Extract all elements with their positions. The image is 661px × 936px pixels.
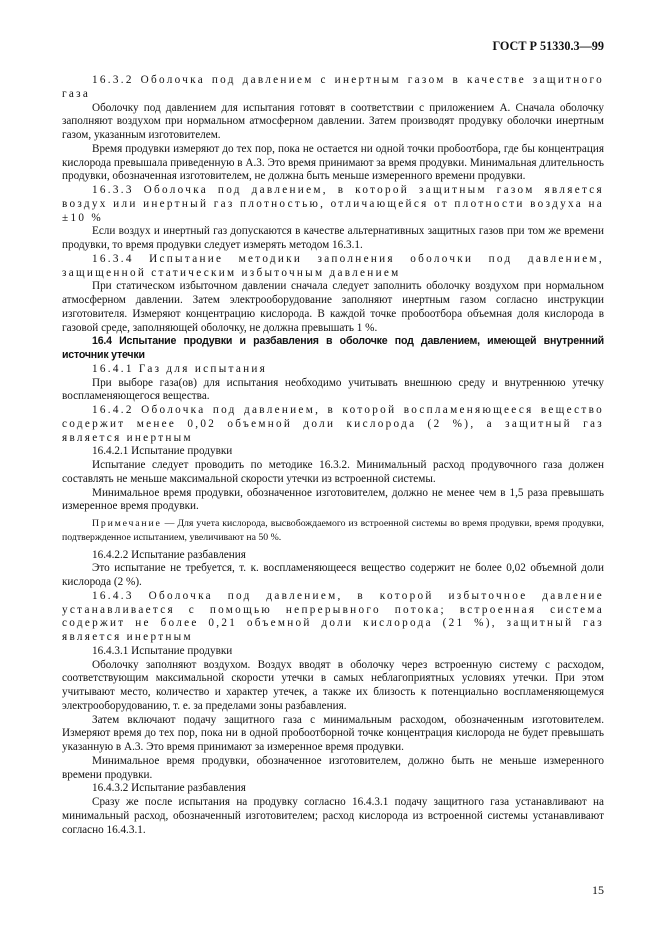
section-heading-16-4-1: 16.4.1 Газ для испытания — [92, 362, 268, 375]
paragraph: Это испытание не требуется, т. к. воспламеняющееся вещество содержит не более 0,02 объемной доли кислорода (2 %). — [62, 562, 604, 588]
section-heading-16-4-2: 16.4.2 Оболочка под давлением, в которой воспламеняющееся вещество содержит менее 0,02 объемной доли кислорода (2 %), а защитный газ является инертным — [62, 404, 604, 444]
paragraph: Сразу же после испытания на продувку согласно 16.4.3.1 подачу защитного газа устанавливают на минимальный расход, обозначенный изготовителем; расход кислорода из встроенной системы устанавливают согласно 16.4.3.1. — [62, 796, 604, 836]
note-label: Примечание — [92, 518, 162, 529]
section-heading-16-3-4: 16.3.4 Испытание методики заполнения оболочки под давлением, защищенной статическим избыточным давлением — [62, 252, 604, 279]
paragraph: Оболочку под давлением для испытания готовят в соответствии с приложением А. Сначала оболочку заполняют воздухом при нормальном атмосферном давлении. Затем производят продувку оболочки инертным газом, указанным изготовителем. — [62, 101, 604, 141]
note — [62, 517, 604, 545]
section-heading-16-4-3: 16.4.3 Оболочка под давлением, в которой избыточное давление устанавливается с помощью непрерывного потока; встроенная система содержит не более 0,21 объемной доли кислорода (21 %), защитный газ является инертным — [62, 589, 604, 643]
paragraph: При выборе газа(ов) для испытания необходимо учитывать внешнюю среду и внутреннюю утечку воспламеняющегося вещества. — [62, 376, 604, 403]
paragraph: Если воздух и инертный газ допускаются в качестве альтернативных защитных газов при том же времени продувки, то время продувки следует измерять методом 16.3.1. — [62, 225, 604, 251]
subsection-heading-16-4-3-1: 16.4.3.1 Испытание продувки — [92, 644, 233, 657]
subsection-heading-16-4-2-1: 16.4.2.1 Испытание продувки — [92, 445, 233, 458]
paragraph: Затем включают подачу защитного газа с минимальным расходом, обозначенным изготовителем. Измеряют время до тех пор, пока ни в одной пробоотборной точке концентрация кислорода не будет превышать указанную в А.3. Это время принимают за измеренное время продувки. — [62, 713, 604, 753]
paragraph: Минимальное время продувки, обозначенное изготовителем, должно быть не меньше измеренного времени продувки. — [62, 754, 604, 781]
paragraph: Испытание следует проводить по методике 16.3.2. Минимальный расход продувочного газа должен составлять не меньше максимальной скорости утечки из встроенной системы. — [62, 459, 604, 485]
subsection-heading-16-4-3-2: 16.4.3.2 Испытание разбавления — [92, 782, 246, 795]
paragraph: Время продувки измеряют до тех пор, пока не остается ни одной точки пробоотбора, где бы концентрация кислорода превышала приведенную в А.3. Это время принимают за время продувки. Минимальная длительность продувки, обозначенная изготовителем, не должна быть меньше измеренного времени продувки. — [62, 142, 604, 183]
paragraph: Минимальное время продувки, обозначенное изготовителем, должно не менее чем в 1,5 раза превышать измеренное время продувки. — [62, 486, 604, 513]
page-number: 15 — [592, 883, 604, 897]
paragraph: При статическом избыточном давлении сначала следует заполнить оболочку воздухом при нормальном атмосферном давлении. Затем электрооборудование заполняют инертным газом согласно инструкции изготовителя. Измеряют концентрацию кислорода. В каждой точке пробоотбора объемная доля кислорода в газовой среде, заполняющей оболочку, не должна превышать 1 %. — [62, 280, 604, 334]
section-heading-16-4: 16.4 Испытание продувки и разбавления в оболочке под давлением, имеющей внутренний источник утечки — [62, 335, 604, 361]
standard-header: ГОСТ Р 51330.3—99 — [492, 39, 604, 53]
section-heading-16-3-3: 16.3.3 Оболочка под давлением, в которой защитным газом является воздух или инертный газ плотностью, отличающейся от плотности воздуха на ±10 % — [62, 184, 604, 224]
paragraph: Оболочку заполняют воздухом. Воздух вводят в оболочку через встроенную систему с расходом, соответствующим максимальной скорости утечки в самых неблагоприятных условиях утечки. При этом учитывают место, количество и характер утечек, а также их близость к потенциально воспламеняющемуся электрооборудованию, т. е. за пределами зоны разбавления. — [62, 658, 604, 712]
document-body — [62, 74, 604, 837]
subsection-heading-16-4-2-2: 16.4.2.2 Испытание разбавления — [92, 548, 246, 561]
note-text: — Для учета кислорода, высвобождаемого из встроенной системы во время продувки, время продувки, подтвержденное испытанием, увеличивают на 50 %. — [62, 518, 604, 543]
section-heading-16-3-2: 16.3.2 Оболочка под давлением с инертным газом в качестве защитного газа — [62, 74, 604, 100]
